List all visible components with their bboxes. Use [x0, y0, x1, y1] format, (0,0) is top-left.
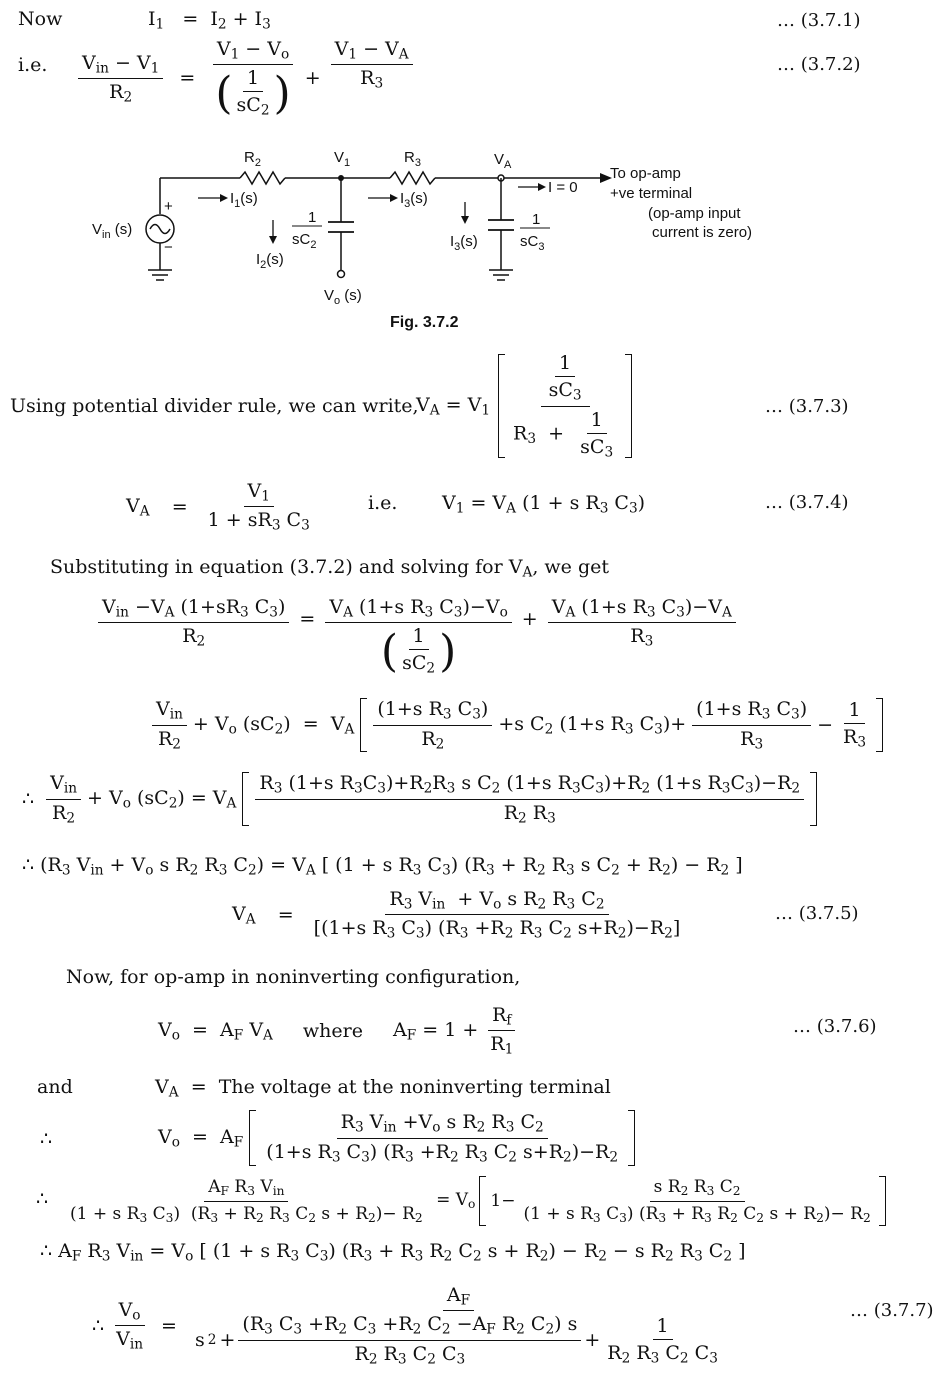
i1-arrow-icon — [220, 194, 228, 202]
svg-text:Vin (s): $V_{in}$ (s) — [92, 221, 133, 241]
ie-label: i.e. — [18, 54, 48, 76]
eq-number-3-7-2: … (3.7.2) — [777, 54, 861, 75]
svg-text:V1: $V_1$ — [334, 149, 351, 169]
eq-3-7-4-left: $V_A$ = $\frac{V_1}{1 + sR_3 C_3}$ — [126, 480, 310, 534]
svg-text:+: + — [164, 198, 173, 215]
svg-text:sC2: $sC_2$ — [292, 231, 317, 251]
eq-3-7-3-text: Using potential divider rule, we can write, — [10, 395, 419, 417]
eq-3-7-7: ∴ $\frac{V_o}{V_{in}}$ = $A_F$ s 2 + $\frac{(R_3 C_3 +R_2 C_3 +R_2 C_2 -A_F R_2 C_2) s}{R_2 R_3 C_2 C_3}$ + $\frac{1}{R_2 R_3 C_2 C_3}$ — [92, 1284, 718, 1368]
eq-substituted: $\frac{V_{in} -V_A (1+sR_3 C_3)}{R_2}$ = $V_A$ (1+s $R_3$ $C_3)-V_o$ ( $\frac{1}{sC_2}$ ) + $\frac{V_A (1+s R_3 C_3)-V_A}{R_3}$ — [98, 596, 736, 677]
therefore-1: ∴ — [40, 1128, 53, 1150]
svg-text:I1(s): $I_1(s)$ — [230, 190, 258, 210]
eq-number-3-7-7: … (3.7.7) — [850, 1300, 934, 1321]
eq-3-7-5: $V_A$ = $\frac{R_3 V_{in} + V_o s R_2 R_3 C_2}{[(1+s R_3 C_3) (R_3 +R_2 R_3 C_2 s+R_2)-R_2]}$ — [232, 888, 681, 942]
now-label: Now — [18, 8, 63, 30]
svg-text:−: − — [164, 239, 173, 256]
eq-vo: $V_o = A_F$ $\frac{R_3 V_{in} +V_o s R_2 R_3 C_2}{(1+s R_3 C_3) (R_3 +R_2 R_3 C_2 s+R_2)-R_2}$ — [158, 1110, 635, 1166]
eq-line-4: ∴ ($R_3$ $V_{in} + V_o$ s $R_2$ $R_3$ $C_2) = V_A$ [ (1 + s $R_3$ $C_3$) ($R_3 + R_2$ $R_3$ s $C_2 + R_2) - R_2$ ] — [22, 854, 743, 879]
svg-text:VA: $V_A$ — [494, 151, 512, 171]
svg-text:I3(s): $I_3(s)$ — [400, 190, 428, 210]
para-substituting: Substituting in equation (3.7.2) and solving for $V_A$, we get — [50, 556, 610, 581]
and-label: and — [37, 1076, 73, 1098]
eq-number-3-7-3: … (3.7.3) — [765, 396, 849, 417]
svg-text:To op-amp: To op-amp — [610, 165, 681, 182]
eq-af-line-2: ∴ $A_F$ $R_3$ $V_{in} = V_o$ [ (1 + s $R_3$ $C_3$) ($R_3 + R_3$ $R_2$ $C_2$ $s + R_2) - R_2 - s$ $R_2$ $R_3$ $C_2$ ] — [40, 1240, 746, 1265]
svg-text:I = 0: I = 0 — [548, 179, 578, 196]
eq-line-2: $\frac{V_{in}}{R_2}$ + $V_o$ $(sC_2) = V_A$ $\frac{(1+s R_3 C_3)}{R_2}$ +s $C_2$ (1+s $R_3$ $C_3)+$ $\frac{(1+s R_3 C_3)}{R_3}$ − $\frac{1}{R_3}$ — [152, 698, 883, 752]
eq-number-3-7-1: … (3.7.1) — [777, 10, 861, 31]
eq-3-7-1-body: $I_1 = I_2 + I_3$ — [148, 8, 271, 33]
eq-line-3: ∴ $\frac{V_{in}}{R_2}$ + $V_o$ $(sC_2) = V_A$ $\frac{R_3 (1+s R_3C_3)+R_2R_3 s C_2 (1+s R_3C_3)+R_2 (1+s R_3C_3)-R_2}{R_2 R_3}$ — [22, 772, 817, 826]
svg-text:I2(s): $I_2(s)$ — [256, 251, 284, 271]
svg-text:I3(s): $I_3(s)$ — [450, 233, 478, 253]
svg-text:sC3: $sC_3$ — [520, 233, 545, 253]
ie-label-2: i.e. — [368, 492, 398, 514]
eq-3-7-6: $V_o = A_F$ $V_A$ where $A_F = 1$ + $\frac{R_f}{R_1}$ — [158, 1004, 517, 1058]
svg-text:R3: $R_3$ — [404, 149, 421, 169]
and-line-body: $V_A$ = The voltage at the noninverting terminal — [155, 1076, 611, 1101]
svg-text:Vo (s): $V_o$ (s) — [324, 287, 362, 307]
resistor-r3 — [390, 172, 435, 184]
svg-text:1: 1 — [532, 211, 541, 228]
eq-3-7-1 — [18, 10, 62, 29]
eq-3-7-2: $\frac{V_{in} - V_1}{R_2}$ = $V_1 - V_o$ ( $\frac{1}{sC_2}$ ) + $\frac{V_1 - V_A}{R_3}$ — [78, 38, 413, 119]
svg-text:+ve terminal: +ve terminal — [610, 185, 693, 202]
i2-arrow-icon — [269, 236, 277, 244]
para-noninverting: Now, for op-amp in noninverting configuration, — [66, 966, 521, 988]
vo-terminal — [338, 271, 345, 278]
resistor-r2 — [240, 172, 285, 184]
i3b-arrow-icon — [461, 216, 469, 224]
eq-number-3-7-4: … (3.7.4) — [765, 492, 849, 513]
svg-text:(op-amp input: (op-amp input — [648, 205, 741, 222]
eq-number-3-7-6: … (3.7.6) — [793, 1016, 877, 1037]
svg-text:1: 1 — [308, 209, 317, 226]
svg-text:current is zero): current is zero) — [652, 224, 753, 241]
svg-text:R2: $R_2$ — [244, 149, 261, 169]
eq-3-7-3: $V_A = V_1$ $\frac{1}{sC_3}$ $R_3$ + $\frac{1}{sC_3}$ — [416, 354, 632, 458]
eq-number-3-7-5: … (3.7.5) — [775, 903, 859, 924]
circuit-diagram — [80, 140, 800, 340]
i3-arrow-icon — [390, 194, 398, 202]
i-zero-arrow-icon — [538, 183, 546, 191]
therefore-2: ∴ — [36, 1188, 49, 1210]
eq-3-7-4-right: $V_1 = V_A$ (1 + s $R_3$ $C_3$) — [442, 492, 646, 517]
figure-caption: Fig. 3.7.2 — [390, 314, 459, 331]
eq-af-line: $\frac{A_F R_3 V_{in}}{(1 + s R_3 C_3) (R_3 + R_2 R_3 C_2 s + R_2)- R_2}$ = $V_o$ 1− $\frac{s R_2 R_3 C_2}{(1 + s R_3 C_3) (R_3 + R_3 R_2 C_2 s + R_2)- R_2}$ — [66, 1176, 886, 1226]
